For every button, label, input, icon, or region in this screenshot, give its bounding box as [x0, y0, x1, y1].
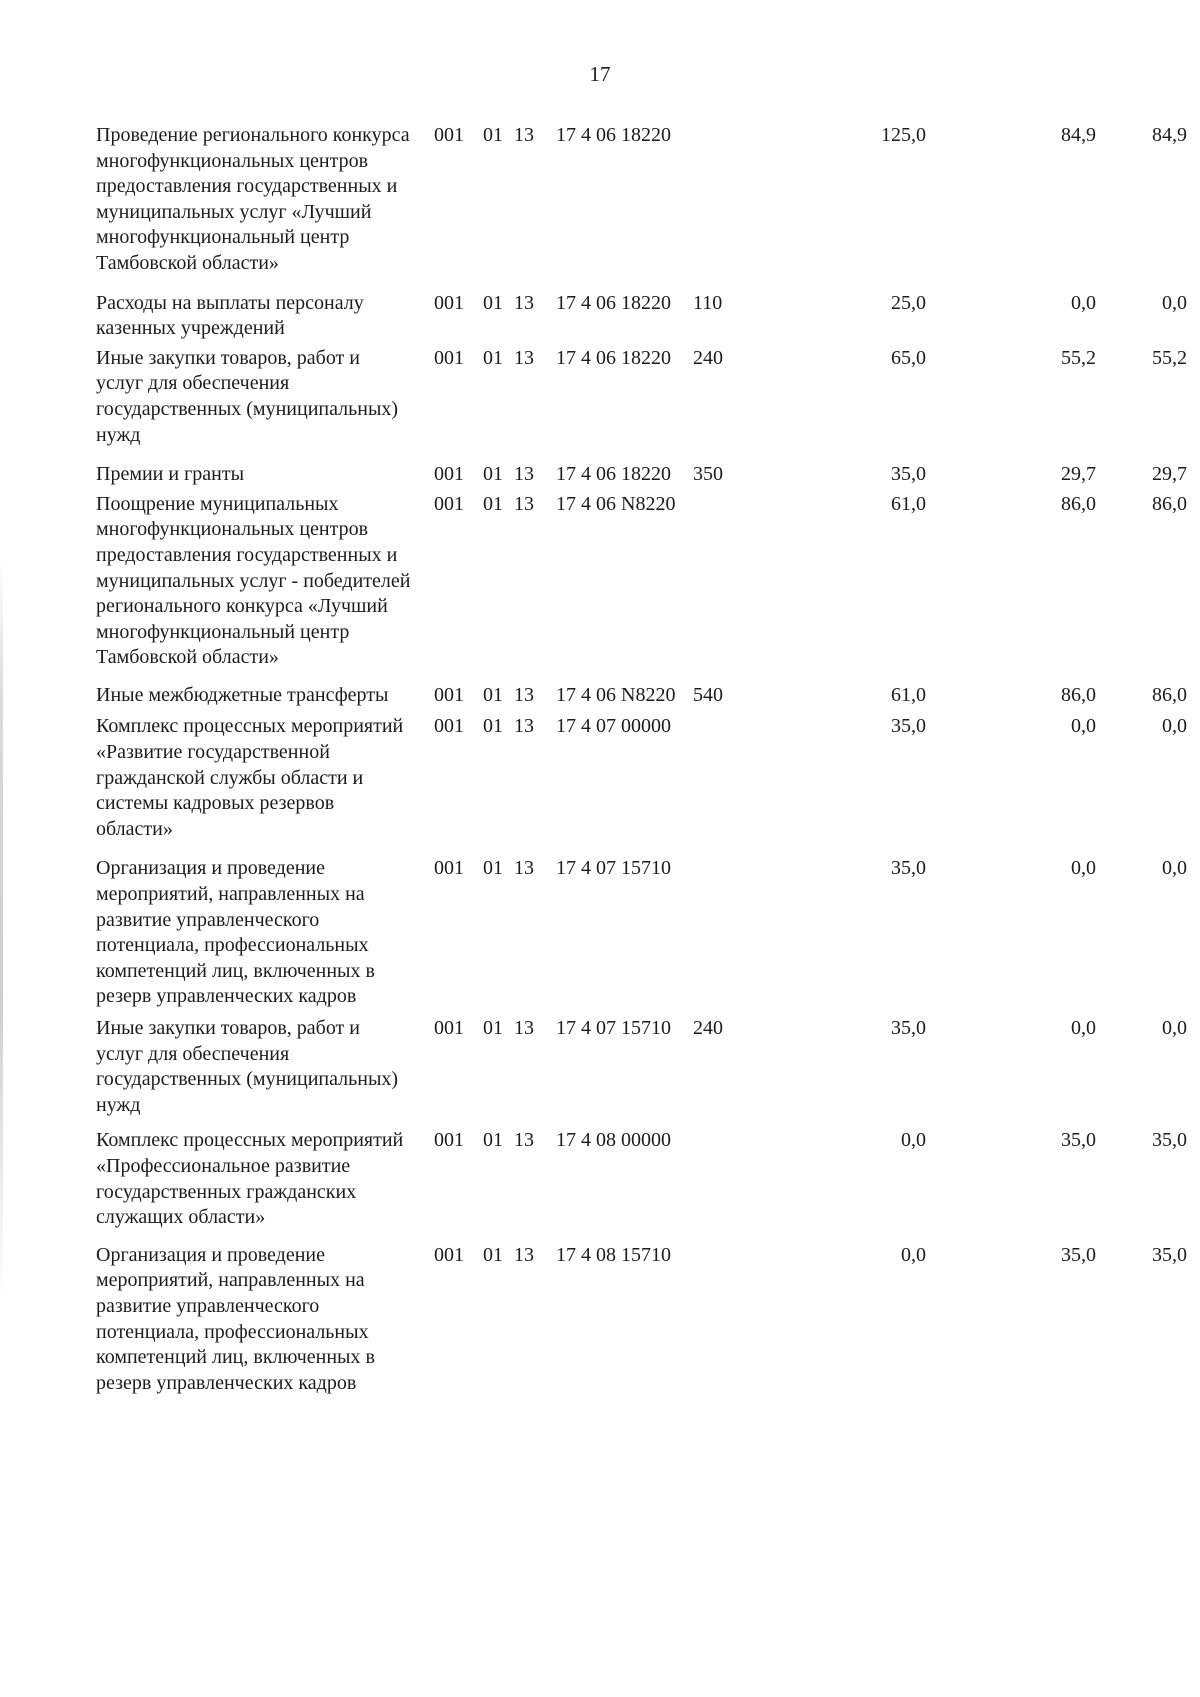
row-description: Поощрение муниципальных многофункциональных центров предоставления государственных и муниципальных услуг - победителей регионального конкурса «Лучший многофункциональный центр Тамбовской области»: [96, 492, 411, 669]
section-code-cell: 01: [483, 346, 503, 369]
amount-year1-cell: 35,0: [891, 463, 926, 486]
target-article-cell: 17 4 06 18220: [556, 291, 671, 314]
subsection-code-cell: 13: [514, 346, 534, 369]
amount-year1-cell: 35,0: [891, 715, 926, 738]
amount-year1-cell: 35,0: [891, 857, 926, 880]
admin-code-cell: 001: [434, 1129, 464, 1152]
expense-type-cell: 350: [693, 463, 723, 486]
table-row: [96, 291, 1191, 342]
admin-code-cell: 001: [434, 1017, 464, 1039]
amount-year1-cell: 61,0: [891, 492, 926, 515]
row-description: Иные межбюджетные трансферты: [96, 683, 389, 706]
amount-year1-cell: 61,0: [891, 683, 926, 706]
target-article-cell: 17 4 06 N8220: [556, 492, 676, 515]
amount-year2-cell: 86,0: [1061, 492, 1096, 515]
subsection-code-cell: 13: [514, 715, 534, 738]
amount-year3-cell: 84,9: [1152, 124, 1187, 146]
subsection-code-cell: 13: [514, 124, 534, 146]
target-article-cell: 17 4 07 15710: [556, 857, 671, 880]
amount-year3-cell: 35,0: [1152, 1243, 1187, 1266]
amount-year3-cell: 0,0: [1162, 1017, 1187, 1039]
admin-code-cell: 001: [434, 124, 464, 146]
section-code-cell: 01: [483, 683, 503, 706]
target-article-cell: 17 4 06 18220: [556, 124, 671, 146]
amount-year1-cell: 65,0: [891, 346, 926, 369]
row-description: Премии и гранты: [96, 463, 245, 486]
amount-year2-cell: 29,7: [1061, 463, 1096, 486]
table-row: [96, 1243, 1191, 1397]
admin-code-cell: 001: [434, 1243, 464, 1266]
table-row: [96, 683, 1191, 709]
amount-year1-cell: 0,0: [901, 1243, 926, 1266]
table-row: [96, 1128, 1191, 1230]
amount-year2-cell: 35,0: [1061, 1129, 1096, 1152]
target-article-cell: 17 4 07 00000: [556, 715, 671, 738]
table-row: [96, 492, 1191, 671]
admin-code-cell: 001: [434, 683, 464, 706]
amount-year2-cell: 86,0: [1061, 683, 1096, 706]
section-code-cell: 01: [483, 715, 503, 738]
amount-year2-cell: 55,2: [1061, 346, 1096, 369]
amount-year1-cell: 25,0: [891, 291, 926, 314]
section-code-cell: 01: [483, 492, 503, 515]
amount-year3-cell: 86,0: [1152, 492, 1187, 515]
expense-type-cell: 540: [693, 683, 723, 706]
amount-year2-cell: 0,0: [1071, 715, 1096, 738]
subsection-code-cell: 13: [514, 1243, 534, 1266]
section-code-cell: 01: [483, 1243, 503, 1266]
scan-edge-shadow: [0, 560, 3, 1300]
admin-code-cell: 001: [434, 346, 464, 369]
table-row: [96, 1016, 1191, 1118]
amount-year3-cell: 0,0: [1162, 857, 1187, 880]
subsection-code-cell: 13: [514, 683, 534, 706]
admin-code-cell: 001: [434, 463, 464, 486]
target-article-cell: 17 4 08 00000: [556, 1129, 671, 1152]
row-description: Комплекс процессных мероприятий «Профессиональное развитие государственных гражданских служащих области»: [96, 1129, 404, 1229]
amount-year1-cell: 35,0: [891, 1017, 926, 1039]
amount-year2-cell: 0,0: [1071, 857, 1096, 880]
section-code-cell: 01: [483, 124, 503, 146]
row-description: Комплекс процессных мероприятий «Развитие государственной гражданской службы области и системы кадровых резервов области»: [96, 715, 404, 840]
row-description: Организация и проведение мероприятий, направленных на развитие управленческого потенциала, профессиональных компетенций лиц, включенных в резерв управленческих кадров: [96, 857, 375, 1008]
section-code-cell: 01: [483, 291, 503, 314]
amount-year2-cell: 0,0: [1071, 1017, 1096, 1039]
table-row: [96, 462, 1191, 488]
amount-year3-cell: 0,0: [1162, 291, 1187, 314]
amount-year3-cell: 35,0: [1152, 1129, 1187, 1152]
target-article-cell: 17 4 06 18220: [556, 346, 671, 369]
subsection-code-cell: 13: [514, 1129, 534, 1152]
page-number: 17: [589, 62, 611, 86]
section-code-cell: 01: [483, 463, 503, 486]
admin-code-cell: 001: [434, 857, 464, 880]
expense-type-cell: 240: [693, 1017, 723, 1039]
section-code-cell: 01: [483, 1017, 503, 1039]
expense-type-cell: 110: [693, 291, 723, 314]
admin-code-cell: 001: [434, 715, 464, 738]
admin-code-cell: 001: [434, 291, 464, 314]
amount-year3-cell: 86,0: [1152, 683, 1187, 706]
subsection-code-cell: 13: [514, 492, 534, 515]
target-article-cell: 17 4 06 18220: [556, 463, 671, 486]
target-article-cell: 17 4 08 15710: [556, 1243, 671, 1266]
table-row: [96, 856, 1191, 1010]
row-description: Расходы на выплаты персоналу казенных учреждений: [96, 291, 364, 340]
section-code-cell: 01: [483, 857, 503, 880]
expense-type-cell: 240: [693, 346, 723, 369]
amount-year2-cell: 84,9: [1061, 124, 1096, 146]
section-code-cell: 01: [483, 1129, 503, 1152]
amount-year3-cell: 0,0: [1162, 715, 1187, 738]
row-description: Организация и проведение мероприятий, направленных на развитие управленческого потенциала, профессиональных компетенций лиц, включенных в резерв управленческих кадров: [96, 1243, 375, 1394]
table-row: [96, 123, 1191, 277]
amount-year2-cell: 35,0: [1061, 1243, 1096, 1266]
amount-year2-cell: 0,0: [1071, 291, 1096, 314]
amount-year1-cell: 125,0: [881, 124, 926, 146]
amount-year3-cell: 55,2: [1152, 346, 1187, 369]
subsection-code-cell: 13: [514, 463, 534, 486]
table-row: [96, 714, 1191, 842]
target-article-cell: 17 4 06 N8220: [556, 683, 676, 706]
amount-year3-cell: 29,7: [1152, 463, 1187, 486]
subsection-code-cell: 13: [514, 1017, 534, 1039]
subsection-code-cell: 13: [514, 857, 534, 880]
table-row: [96, 346, 1191, 448]
row-description: Иные закупки товаров, работ и услуг для обеспечения государственных (муниципальных) нужд: [96, 346, 399, 446]
subsection-code-cell: 13: [514, 291, 534, 314]
row-description: Проведение регионального конкурса многофункциональных центров предоставления государственных и муниципальных услуг «Лучший многофункциональный центр Тамбовской области»: [96, 124, 410, 274]
row-description: Иные закупки товаров, работ и услуг для обеспечения государственных (муниципальных) нужд: [96, 1017, 399, 1116]
target-article-cell: 17 4 07 15710: [556, 1017, 671, 1039]
amount-year1-cell: 0,0: [901, 1129, 926, 1152]
budget-table: [96, 123, 1191, 1396]
admin-code-cell: 001: [434, 492, 464, 515]
